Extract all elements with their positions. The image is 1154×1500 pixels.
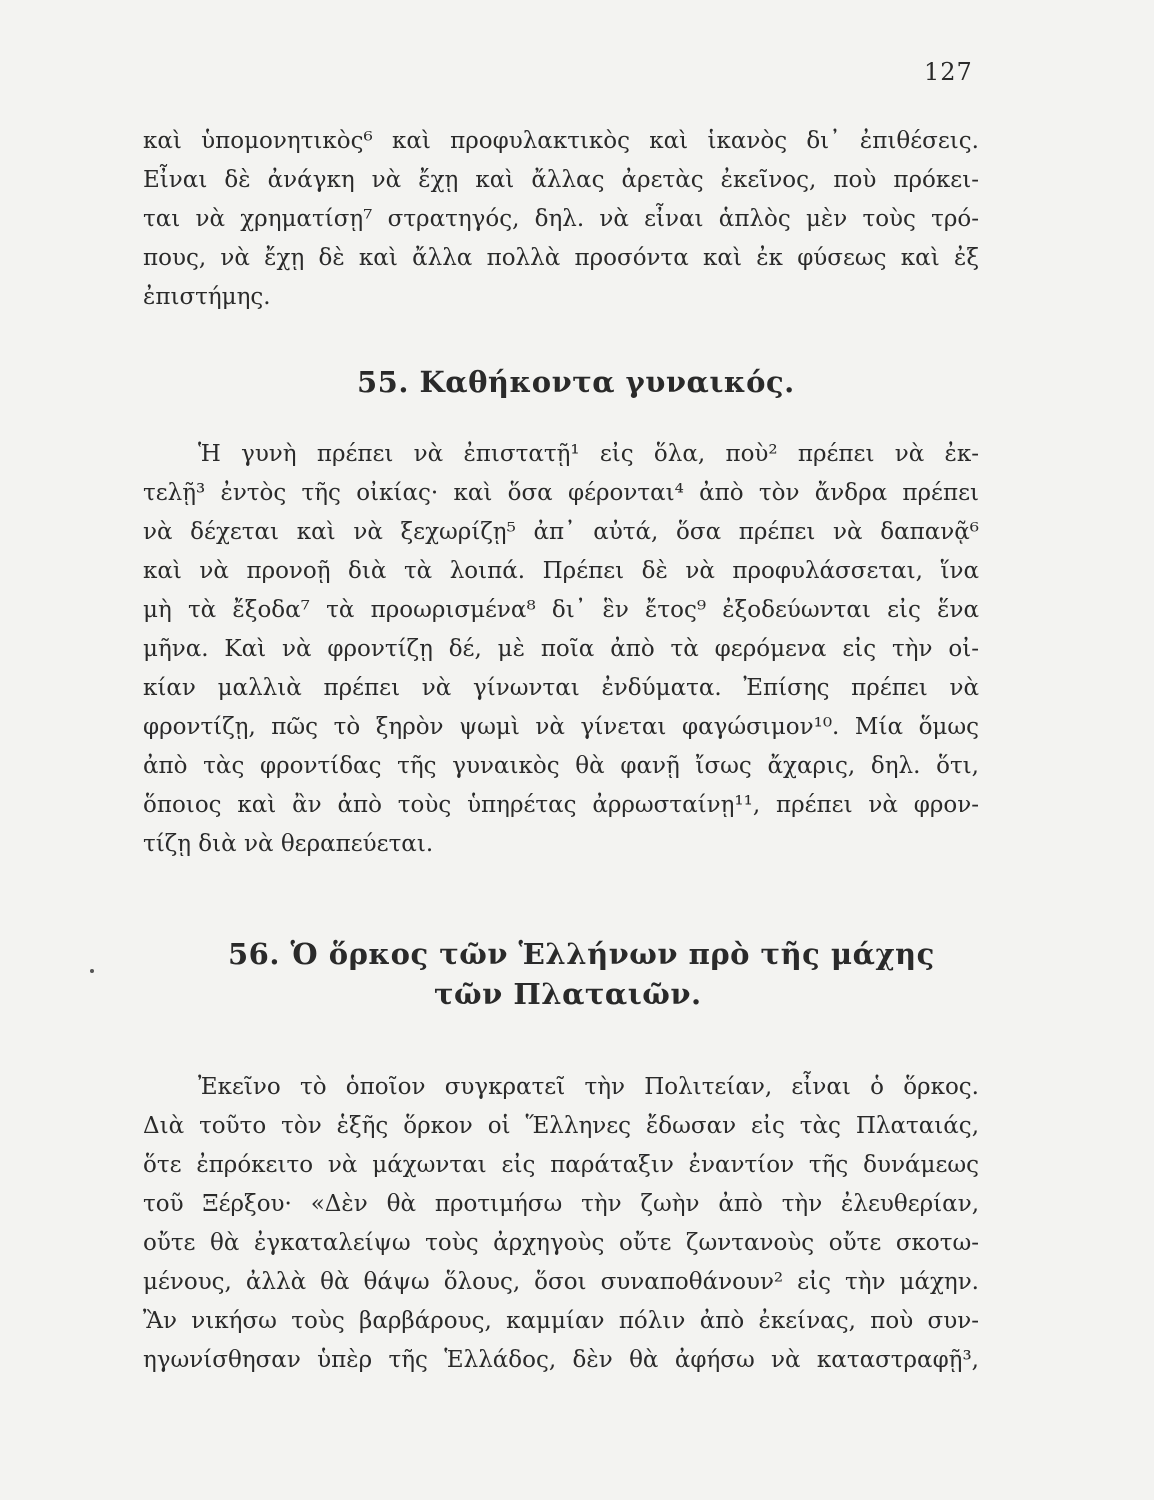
text-line: Ἂν νικήσω τοὺς βαρβάρους, καμμίαν πόλιν ἀπὸ ἐκείνας, ποὺ συν-	[143, 1308, 979, 1334]
text-line: φροντίζῃ, πῶς τὸ ξηρὸν ψωμὶ νὰ γίνεται φαγώσιμον¹⁰. Μία ὅμως	[143, 714, 979, 740]
section-heading-56: 56. Ὁ ὅρκος τῶν Ἑλλήνων πρὸ τῆς μάχης	[228, 937, 935, 971]
text-line: μένους, ἀλλὰ θὰ θάψω ὅλους, ὅσοι συναποθάνουν² εἰς τὴν μάχην.	[143, 1269, 979, 1295]
text-line: ηγωνίσθησαν ὑπὲρ τῆς Ἑλλάδος, δὲν θὰ ἀφήσω νὰ καταστραφῇ³,	[143, 1347, 979, 1373]
text-line: οὔτε θὰ ἐγκαταλείψω τοὺς ἀρχηγοὺς οὔτε ζωντανοὺς οὔτε σκοτω-	[143, 1230, 979, 1256]
paragraph-oath-of-plataea	[143, 1068, 979, 1380]
text-line: ἐπιστήμης.	[143, 284, 271, 310]
text-line: Ἡ γυνὴ πρέπει νὰ ἐπιστατῇ¹ εἰς ὅλα, ποὺ² πρέπει νὰ ἐκ-	[198, 441, 979, 467]
text-line: κίαν μαλλιὰ πρέπει νὰ γίνωνται ἐνδύματα. Ἐπίσης πρέπει νὰ	[143, 675, 979, 701]
text-line: πους, νὰ ἔχῃ δὲ καὶ ἄλλα πολλὰ προσόντα καὶ ἐκ φύσεως καὶ ἐξ	[143, 245, 979, 271]
text-line: ὅποιος καὶ ἂν ἀπὸ τοὺς ὑπηρέτας ἀρρωσταίνῃ¹¹, πρέπει νὰ φρον-	[143, 792, 979, 818]
text-line: τίζῃ διὰ νὰ θεραπεύεται.	[143, 831, 434, 857]
text-line: ἀπὸ τὰς φροντίδας τῆς γυναικὸς θὰ φανῇ ἴσως ἄχαρις, δηλ. ὅτι,	[143, 753, 979, 779]
paragraph-intro	[143, 122, 979, 317]
text-line: μὴ τὰ ἔξοδα⁷ τὰ προωρισμένα⁸ δι᾿ ἓν ἔτος⁹ ἐξοδεύωνται εἰς ἕνα	[143, 597, 979, 623]
page-number: 127	[924, 58, 973, 86]
text-line: τοῦ Ξέρξου· «Δὲν θὰ προτιμήσω τὴν ζωὴν ἀπὸ τὴν ἐλευθερίαν,	[143, 1191, 979, 1217]
text-line: νὰ δέχεται καὶ νὰ ξεχωρίζῃ⁵ ἀπ᾿ αὐτά, ὅσα πρέπει νὰ δαπανᾷ⁶	[143, 519, 979, 545]
paragraph-duties-of-woman	[143, 435, 979, 864]
section-heading-55: 55. Καθήκοντα γυναικός.	[357, 365, 795, 399]
text-line: καὶ νὰ προνοῇ διὰ τὰ λοιπά. Πρέπει δὲ νὰ προφυλάσσεται, ἵνα	[143, 558, 979, 584]
section-heading-56-continued: τῶν Πλαταιῶν.	[434, 977, 702, 1011]
text-line: καὶ ὑπομονητικὸς⁶ καὶ προφυλακτικὸς καὶ ἱκανὸς δι᾿ ἐπιθέσεις.	[143, 128, 979, 154]
text-line: τελῇ³ ἐντὸς τῆς οἰκίας· καὶ ὅσα φέρονται⁴ ἀπὸ τὸν ἄνδρα πρέπει	[143, 480, 979, 506]
text-line: μῆνα. Καὶ νὰ φροντίζῃ δέ, μὲ ποῖα ἀπὸ τὰ φερόμενα εἰς τὴν οἰ-	[143, 636, 979, 662]
text-line: Διὰ τοῦτο τὸν ἑξῆς ὅρκον οἱ Ἕλληνες ἔδωσαν εἰς τὰς Πλαταιάς,	[143, 1113, 979, 1139]
ink-speck	[90, 969, 94, 973]
text-line: Εἶναι δὲ ἀνάγκη νὰ ἔχῃ καὶ ἄλλας ἀρετὰς ἐκεῖνος, ποὺ πρόκει-	[143, 167, 979, 193]
text-line: Ἐκεῖνο τὸ ὁποῖον συγκρατεῖ τὴν Πολιτείαν, εἶναι ὁ ὅρκος.	[198, 1074, 979, 1100]
text-line: ὅτε ἐπρόκειτο νὰ μάχωνται εἰς παράταξιν ἐναντίον τῆς δυνάμεως	[143, 1152, 979, 1178]
text-line: ται νὰ χρηματίσῃ⁷ στρατηγός, δηλ. νὰ εἶναι ἁπλὸς μὲν τοὺς τρό-	[143, 206, 979, 232]
